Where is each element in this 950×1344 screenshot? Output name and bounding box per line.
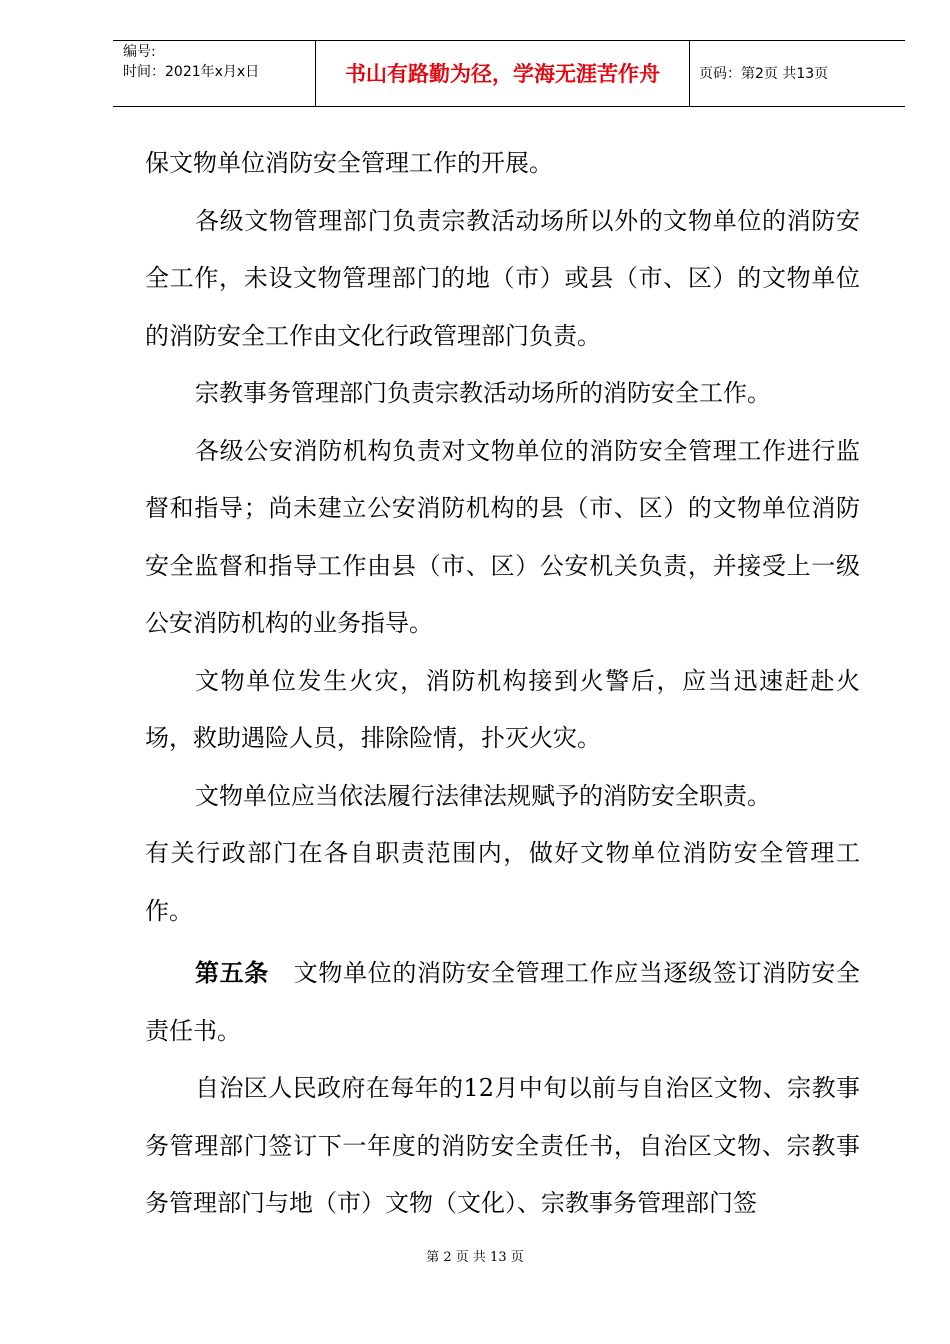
header-number: 编号: [123, 44, 156, 60]
article-5-label: 第五条 [195, 958, 269, 987]
paragraph-heritage-dept: 各级文物管理部门负责宗教活动场所以外的文物单位的消防安全工作，未设文物管理部门的地（市）或县（市、区）的文物单位的消防安全工作由文化行政管理部门负责。 [145, 206, 860, 350]
paragraph-duties: 文物单位应当依法履行法律法规赋予的消防安全职责。 [195, 781, 771, 810]
page-footer: 第 2 页 共 13 页 [426, 1250, 524, 1265]
paragraph-responsibility: 自治区人民政府在每年的12月中旬以前与自治区文物、宗教事务管理部门签订下一年度的消防安全责任书，自治区文物、宗教事务管理部门与地（市）文物（文化）、宗教事务管理部门签 [145, 1074, 860, 1217]
article-5 [145, 944, 860, 1060]
paragraph-fire-agency: 各级公安消防机构负责对文物单位的消防安全管理工作进行监督和指导；尚未建立公安消防机构的县（市、区）的文物单位消防安全监督和指导工作由县（市、区）公安机关负责，并接受上一级公安消防机构的业务指导。 [145, 436, 860, 637]
page-header [113, 40, 905, 108]
article-5-spacer [269, 959, 294, 987]
header-bottom-rule [113, 106, 905, 107]
paragraph-continuation: 保文物单位消防安全管理工作的开展。 [145, 149, 553, 177]
header-divider-right [689, 40, 690, 107]
header-top-rule [113, 40, 905, 41]
header-meta [123, 42, 259, 82]
paragraph-admin-depts: 有关行政部门在各自职责范围内，做好文物单位消防安全管理工作。 [145, 839, 860, 925]
header-time: 时间：2021年x月x日 [123, 64, 260, 80]
document-body [145, 135, 860, 1233]
paragraph-fire-response: 文物单位发生火灾，消防机构接到火警后，应当迅速赶赴火场，救助遇险人员，排除险情，扑灭火灾。 [145, 666, 860, 752]
header-page-number: 页码：第2页 共13页 [699, 66, 829, 82]
header-motto: 书山有路勤为径，学海无涯苦作舟 [345, 61, 660, 86]
article-5-text: 文物单位的消防安全管理工作应当逐级签订消防安全责任书。 [145, 959, 861, 1045]
paragraph-religious-dept: 宗教事务管理部门负责宗教活动场所的消防安全工作。 [195, 379, 771, 407]
